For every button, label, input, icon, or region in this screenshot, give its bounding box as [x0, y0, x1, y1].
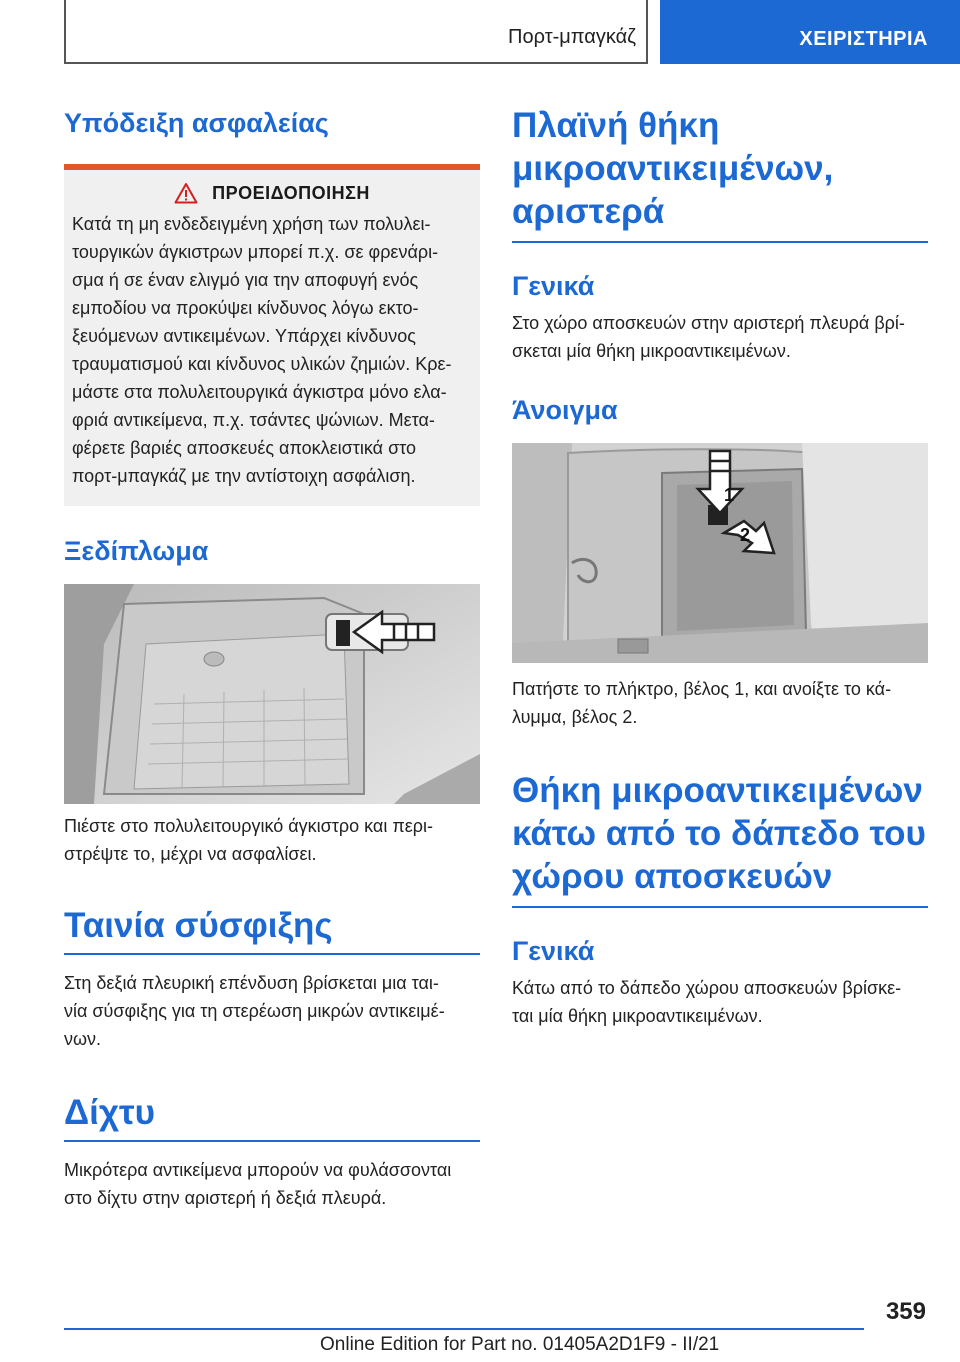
side-heading-line: Πλαϊνή θήκη	[512, 106, 720, 145]
safety-heading: Υπόδειξη ασφαλείας	[64, 108, 329, 138]
warning-label: ΠΡΟΕΙΔΟΠΟΙΗΣΗ	[212, 182, 370, 203]
unfold-line: Πιέστε στο πολυλειτουργικό άγκιστρο και περι-	[64, 816, 433, 836]
warning-line: σμα ή σε έναν ελιγμό για την αποφυγή ενός	[72, 270, 419, 290]
opening-text	[512, 675, 928, 731]
general-line: σκεται μία θήκη μικροαντικειμένων.	[512, 341, 791, 361]
general-text	[512, 309, 928, 365]
page-number: 359	[885, 1298, 926, 1325]
warning-line: φριά αντικείμενα, π.χ. τσάντες ψώνιων. Μετα-	[72, 410, 435, 430]
general-line: Στο χώρο αποσκευών στην αριστερή πλευρά βρί-	[512, 313, 905, 333]
general2-line: Κάτω από το δάπεδο χώρου αποσκευών βρίσκε-	[512, 978, 902, 998]
header-chapter-tab	[660, 0, 960, 64]
strap-heading: Ταινία σύσφιξης	[64, 906, 333, 945]
strap-heading-wrap	[64, 904, 480, 955]
footer-divider	[64, 1328, 864, 1330]
floor-compartment-heading	[512, 769, 928, 898]
side-compartment-image	[512, 443, 928, 663]
opening-heading: Άνοιγμα	[512, 395, 618, 425]
side-heading-line: αριστερά	[512, 192, 665, 231]
opening-line: Πατήστε το πλήκτρο, βέλος 1, και ανοίξτε το κά-	[512, 679, 892, 699]
floor-heading-line: κάτω από το δάπεδο του	[512, 814, 926, 853]
side-compartment-heading	[512, 104, 928, 233]
warning-line: πορτ-μπαγκάζ με την αντίστοιχη ασφάλιση.	[72, 466, 416, 486]
unfold-text	[64, 812, 480, 868]
arrow-2-label: 2	[740, 525, 751, 545]
warning-header	[72, 182, 472, 204]
net-heading: Δίχτυ	[64, 1093, 156, 1132]
warning-line: μάστε στα πολυλειτουργικά άγκιστρα μόνο ελα-	[72, 382, 447, 402]
floor-heading-line: Θήκη μικροαντικειμένων	[512, 771, 923, 810]
header-chapter-title: ΧΕΙΡΙΣΤΗΡΙΑ	[799, 28, 928, 50]
general-heading: Γενικά	[512, 271, 595, 301]
warning-triangle-icon	[174, 182, 198, 204]
floor-compartment-heading-wrap	[512, 769, 928, 908]
strap-line: νων.	[64, 1029, 102, 1049]
unfold-line: στρέψτε το, μέχρι να ασφαλίσει.	[64, 844, 317, 864]
warning-text	[72, 210, 472, 490]
right-column	[512, 96, 928, 1030]
net-line: Μικρότερα αντικείμενα μπορούν να φυλάσσονται	[64, 1160, 452, 1180]
header-section-title: Πορτ-μπαγκάζ	[508, 26, 636, 48]
warning-box	[64, 170, 480, 506]
left-column	[64, 96, 480, 1212]
net-heading-wrap	[64, 1091, 480, 1142]
trunk-hook-image	[64, 584, 480, 804]
warning-line: εμποδίου να προκύψει κίνδυνος λόγω εκτο-	[72, 298, 419, 318]
net-text	[64, 1156, 480, 1212]
net-line: στο δίχτυ στην αριστερή ή δεξιά πλευρά.	[64, 1188, 387, 1208]
floor-heading-line: χώρου αποσκευών	[512, 857, 833, 896]
header-section-box	[64, 0, 648, 64]
side-heading-line: μικροαντικειμένων,	[512, 149, 834, 188]
general2-text	[512, 974, 928, 1030]
compartment-illustration	[512, 443, 928, 663]
general2-line: ται μία θήκη μικροαντικειμένων.	[512, 1006, 763, 1026]
side-compartment-heading-wrap	[512, 104, 928, 243]
warning-line: τουργικών άγκιστρων μπορεί π.χ. σε φρενάρι-	[72, 242, 439, 262]
footer-edition: Online Edition for Part no. 01405A2D1F9 - II/21	[320, 1334, 720, 1355]
arrow-1-label: 1	[724, 485, 735, 505]
general2-heading: Γενικά	[512, 936, 595, 966]
warning-line: Κατά τη μη ενδεδειγμένη χρήση των πολυλει-	[72, 214, 431, 234]
warning-line: ξευόμενων αντικειμένων. Υπάρχει κίνδυνος	[72, 326, 416, 346]
opening-line: λυμμα, βέλος 2.	[512, 707, 638, 727]
warning-line: φέρετε βαριές αποσκευές αποκλειστικά στο	[72, 438, 417, 458]
strap-line: Στη δεξιά πλευρική επένδυση βρίσκεται μια ται-	[64, 973, 439, 993]
strap-text	[64, 969, 480, 1053]
warning-line: τραυματισμού και κίνδυνος υλικών ζημιών. Κρε-	[72, 354, 452, 374]
hook-illustration	[64, 584, 480, 804]
unfold-heading: Ξεδίπλωμα	[64, 536, 209, 566]
strap-line: νία σύσφιξης για τη στερέωση μικρών αντικειμέ-	[64, 1001, 445, 1021]
